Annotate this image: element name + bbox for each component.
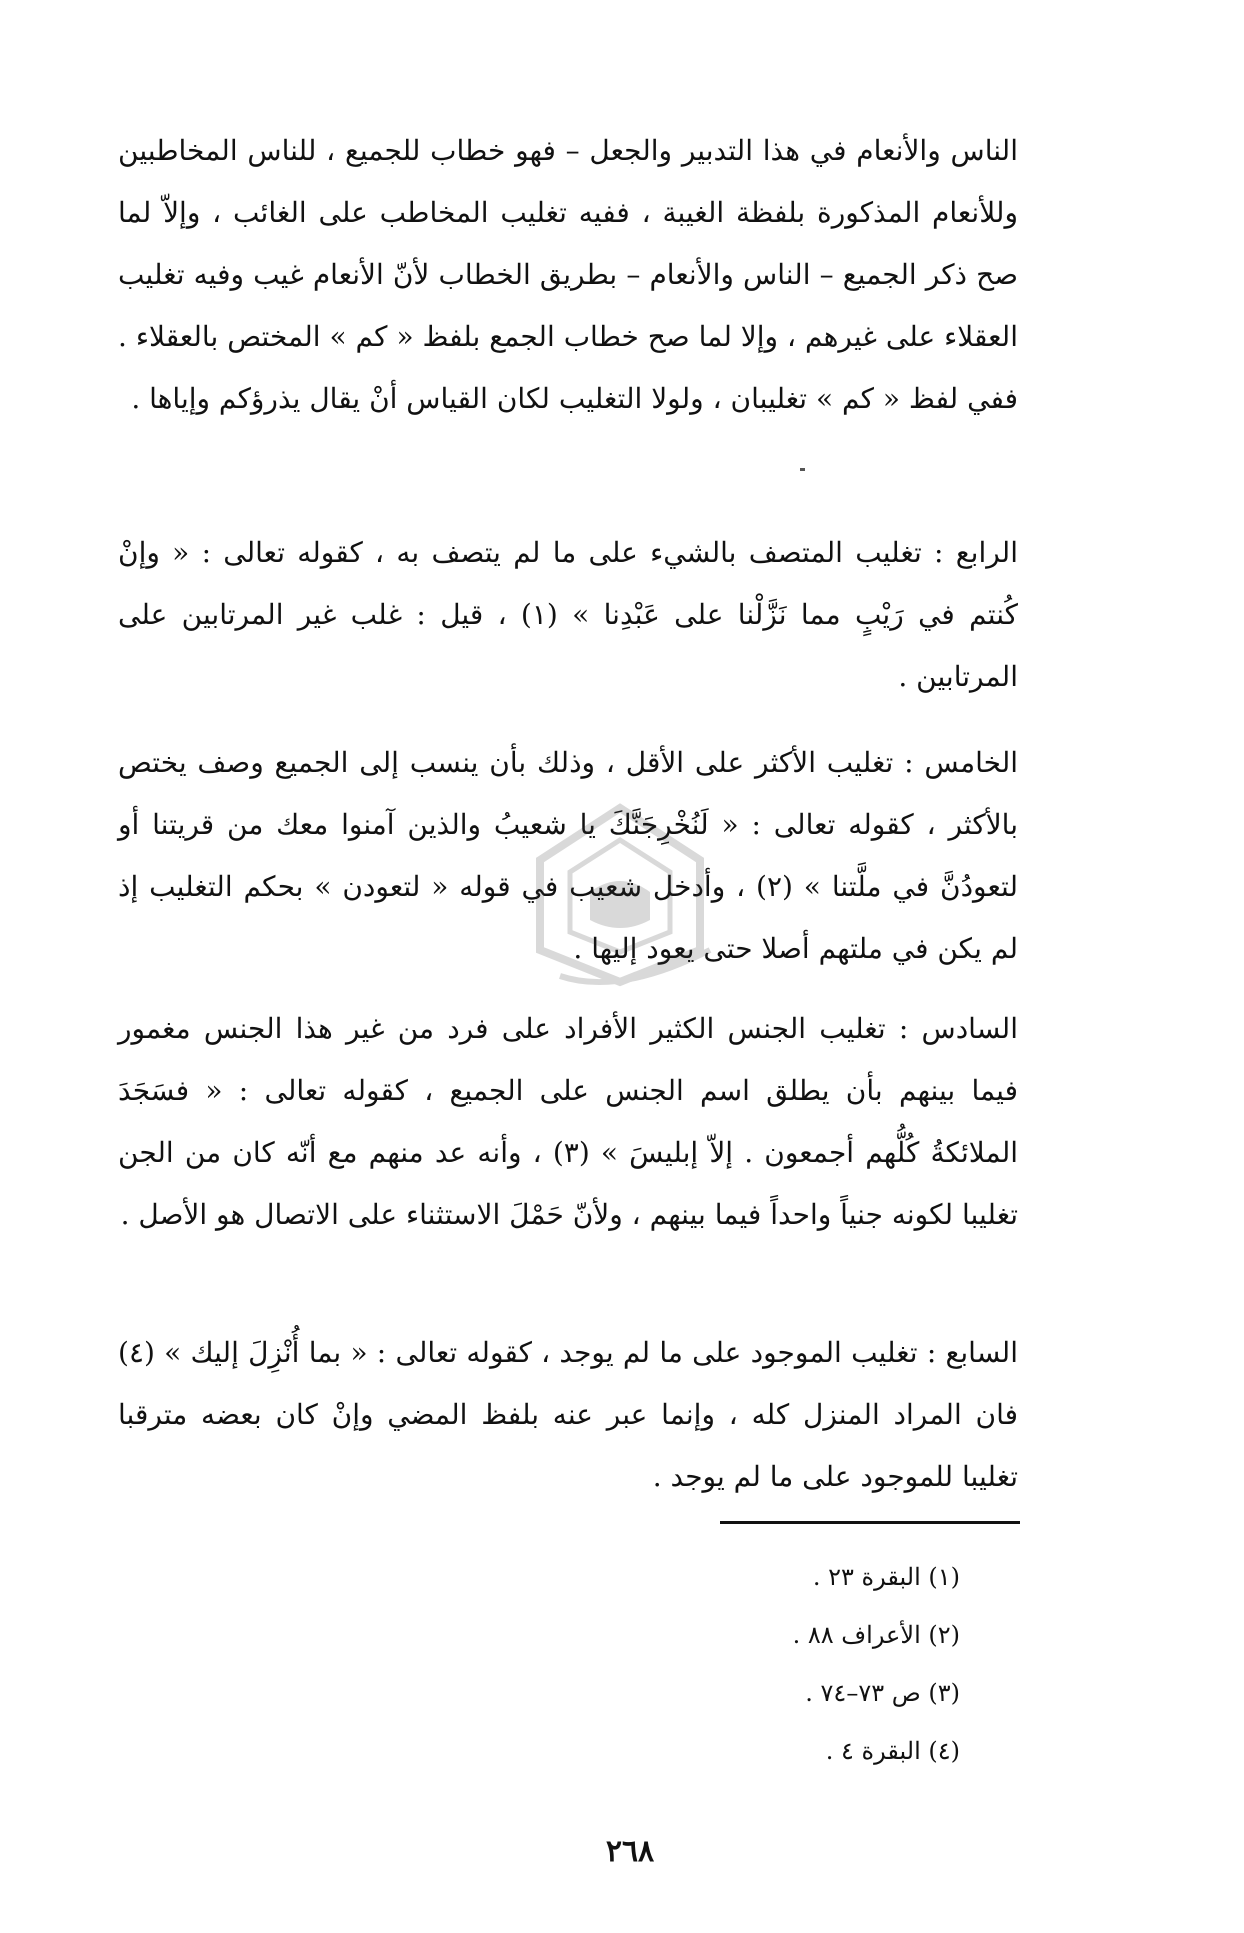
paragraph-text: السادس : تغليب الجنس الكثير الأفراد على فرد من غير هذا الجنس مغمور فيما بينهم بأن يطلق اسم الجنس على الجميع ، كقوله تعالى : « فسَجَدَ الملائكةُ كُلُّهم أجمعون . إلاّ إبليسَ » (٣) ، وأنه عد منهم مع أنّه كان من الجن تغليبا لكونه جنياً واحداً فيما بينهم ، ولأنّ حَمْلَ الاستثناء على الاتصال هو الأصل . bbox=[118, 1012, 1019, 1231]
footnote-item: (٣) ص ٧٣–٧٤ . bbox=[805, 1679, 960, 1707]
paragraph-fifth bbox=[118, 732, 1018, 980]
paragraph-text: الخامس : تغليب الأكثر على الأقل ، وذلك بأن ينسب إلى الجميع وصف يختص بالأكثر ، كقوله تعالى : « لَنُخْرِجَنَّكَ يا شعيبُ والذين آمنوا معك من قريتنا أو لتعودُنَّ في ملَّتنا » (٢) ، وأدخل شعيب في قوله « لتعودن » بحكم التغليب إذ لم يكن في ملتهم أصلا حتى يعود إليها . bbox=[118, 746, 1018, 965]
footnote-item: (٢) الأعراف ٨٨ . bbox=[792, 1621, 960, 1649]
paragraph-text: الناس والأنعام في هذا التدبير والجعل – فهو خطاب للجميع ، للناس المخاطبين وللأنعام المذكورة بلفظة الغيبة ، ففيه تغليب المخاطب على الغائب ، وإلاّ لما صح ذكر الجميع – الناس والأنعام – بطريق الخطاب لأنّ الأنعام غيب وفيه تغليب العقلاء على غيرهم ، وإلا لما صح خطاب الجمع بلفظ « كم » المختص بالعقلاء . ففي لفظ « كم » تغليبان ، ولولا التغليب لكان القياس أنْ يقال يذرؤكم وإياها . bbox=[118, 134, 1018, 415]
paragraph-seventh bbox=[118, 1322, 1018, 1508]
footnote-item: (٤) البقرة ٤ . bbox=[825, 1737, 960, 1765]
page-number: ٢٦٨ bbox=[605, 1834, 655, 1869]
paragraph-fourth bbox=[118, 522, 1018, 708]
footnote-separator bbox=[720, 1521, 1020, 1524]
paragraph-sixth bbox=[118, 998, 1018, 1246]
footnote-item: (١) البقرة ٢٣ . bbox=[812, 1563, 960, 1591]
paragraph-text: السابع : تغليب الموجود على ما لم يوجد ، كقوله تعالى : « بما أُنْزِلَ إليك » (٤) فان المراد المنزل كله ، وإنما عبر عنه بلفظ المضي وإنْ كان بعضه مترقبا تغليبا للموجود على ما لم يوجد . bbox=[118, 1336, 1018, 1493]
paragraph-text: الرابع : تغليب المتصف بالشيء على ما لم يتصف به ، كقوله تعالى : « وإنْ كُنتم في رَيْبٍ مما نَزَّلْنا على عَبْدِنا » (١) ، قيل : غلب غير المرتابين على المرتابين . bbox=[118, 536, 1019, 693]
paragraph-intro bbox=[118, 120, 1018, 430]
footnotes-list bbox=[600, 1548, 960, 1780]
scan-speck bbox=[800, 468, 805, 471]
